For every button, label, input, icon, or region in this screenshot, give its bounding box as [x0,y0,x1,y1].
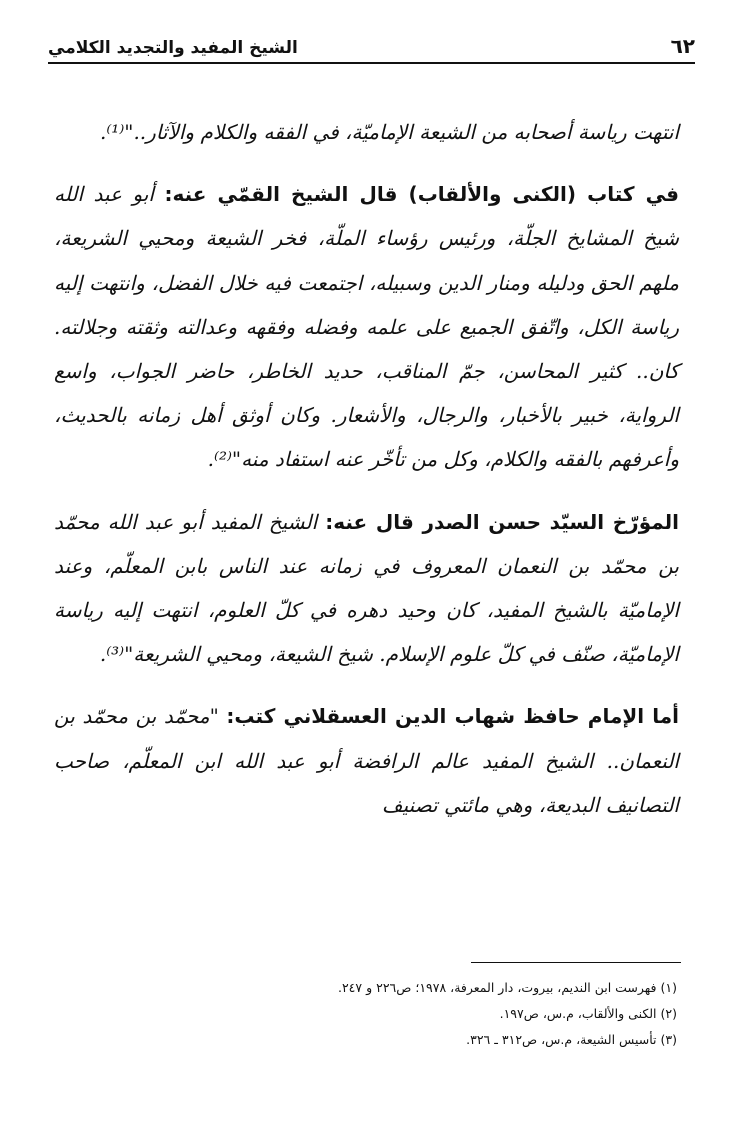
paragraph-2 [54,172,679,481]
footnote-1: (١) فهرست ابن النديم، بيروت، دار المعرفة، ١٩٧٨؛ ص٢٢٦ و ٢٤٧. [337,980,677,995]
running-title: الشيخ المفيد والتجديد الكلامي [48,38,298,58]
footnotes [54,975,677,1053]
paragraph-1-text: انتهت رياسة أصحابه من الشيعة الإماميّة، في الفقه والكلام والآثار.."⁽¹⁾. [100,120,679,144]
paragraph-3-text: الشيخ المفيد أبو عبد الله محمّد بن محمّد بن النعمان المعروف في زمانه عند الناس بابن المعلّم، وعند الإماميّة بالشيخ المفيد، كان وحيد دهره في كلّ العلوم، انتهت إليه رياسة الإماميّة، صنّف في كلّ علوم الإسلام. شيخ الشيعة، ومحيي الشريعة"⁽³⁾. [54,509,679,667]
paragraph-4 [54,694,679,827]
footnote-divider [471,962,681,963]
page-number: ٦٢ [670,34,695,58]
paragraph-4-lead: أما الإمام حافظ شهاب الدين العسقلاني كتب: [226,704,679,729]
paragraph-3-lead: المؤرّخ السيّد حسن الصدر قال عنه: [325,509,680,534]
paragraph-2-lead: في كتاب (الكنى والألقاب) قال الشيخ القمّي عنه: [164,182,680,207]
page-header [48,30,695,64]
body-text [54,110,679,845]
footnote-3: (٣) تأسيس الشيعة، م.س، ص٣١٢ ـ ٣٢٦. [466,1032,677,1047]
paragraph-1 [54,110,679,154]
paragraph-4-text: "محمّد بن محمّد بن النعمان.. الشيخ المفيد عالم الرافضة أبو عبد الله ابن المعلّم، صاحب التصانيف البديعة، وهي مائتي تصنيف [54,704,679,817]
footnote-2: (٢) الكنى والألقاب، م.س، ص١٩٧. [499,1006,677,1021]
paragraph-2-text: أبو عبد الله شيخ المشايخ الجلّة، ورئيس رؤساء الملّة، فخر الشيعة ومحيي الشريعة، ملهم الحق ودليله ومنار الدين وسبيله، اجتمعت فيه خلال الفضل، وانتهت إليه رياسة الكل، واتّفق الجميع على علمه وفضله وفقهه وعدالته وثقته وجلالته. كان.. كثير المحاسن، جمّ المناقب، حديد الخاطر، حاضر الجواب، واسع الرواية، خبير بالأخبار، والرجال، والأشعار. وكان أوثق أهل زمانه بالحديث، وأعرفهم بالفقه والكلام، وكل من تأخّر عنه استفاد منه"⁽²⁾. [54,182,679,472]
paragraph-3 [54,500,679,677]
